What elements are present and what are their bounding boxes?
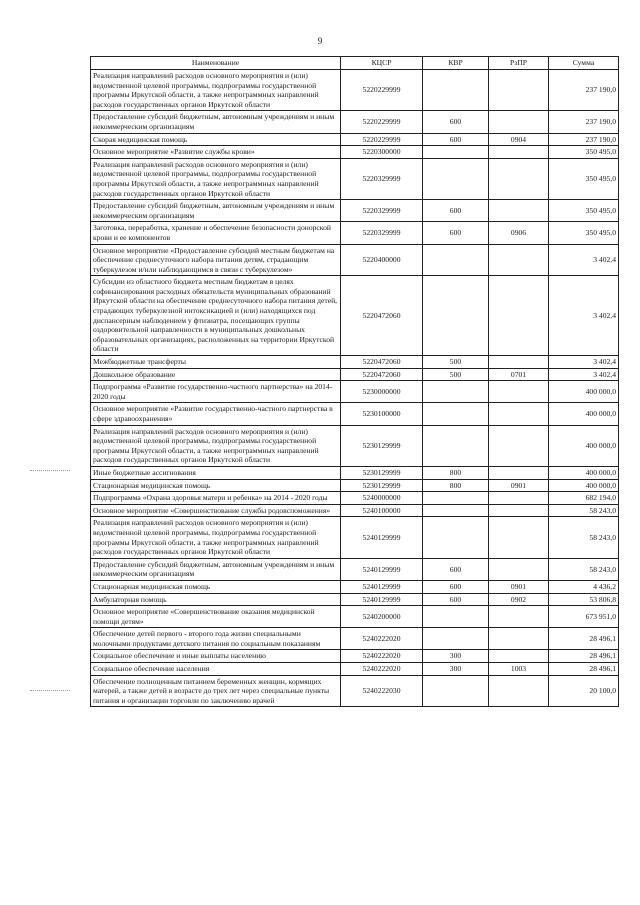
cell-rzpr [489,403,549,425]
cell-sum: 3 402,4 [549,356,619,369]
header-rzpr: РзПР [489,57,549,70]
cell-code: 5240000000 [341,492,423,505]
cell-sum: 28 496,1 [549,628,619,650]
cell-code: 5230129999 [341,466,423,479]
cell-code: 5220229999 [341,111,423,133]
cell-sum: 400 000,0 [549,479,619,492]
cell-sum: 53 806,8 [549,593,619,606]
cell-kvr: 800 [423,479,489,492]
table-row [91,466,619,479]
margin-mark [30,470,70,471]
cell-name: Заготовка, переработка, хранение и обеспечение безопасности донорской крови и ее компонентов [91,222,341,244]
cell-sum: 350 495,0 [549,146,619,159]
cell-code: 5230000000 [341,381,423,403]
cell-rzpr [489,517,549,558]
cell-kvr [423,381,489,403]
cell-name: Межбюджетные трансферты [91,356,341,369]
cell-kvr [423,628,489,650]
cell-rzpr: 0902 [489,593,549,606]
cell-rzpr [489,650,549,663]
cell-sum: 3 402,4 [549,244,619,276]
cell-rzpr: 1003 [489,663,549,676]
cell-kvr [423,244,489,276]
cell-name: Предоставление субсидий бюджетным, автономным учреждениям и иным некоммерческим организациям [91,111,341,133]
cell-name: Скорая медицинская помощь [91,133,341,146]
cell-rzpr [489,425,549,466]
page-number: 9 [317,36,323,46]
cell-name: Реализация направлений расходов основного мероприятия и (или) ведомственной целевой программы, подпрограммы государственной программы Иркутской области, а также непрограммных направлений расходов государственных органов Иркутской области [91,158,341,199]
cell-kvr: 600 [423,558,489,580]
cell-name: Основное мероприятие «Совершенствование службы родовспоможения» [91,504,341,517]
cell-rzpr: 0701 [489,368,549,381]
table-row [91,628,619,650]
table-row [91,663,619,676]
table-row [91,517,619,558]
cell-name: Подпрограмма «Развитие государственно-частного партнерства» на 2014-2020 годы [91,381,341,403]
cell-code: 5240222030 [341,675,423,707]
cell-rzpr [489,70,549,111]
cell-code: 5220400000 [341,244,423,276]
header-sum: Сумма [549,57,619,70]
cell-rzpr [489,558,549,580]
table-row [91,504,619,517]
cell-code: 5220229999 [341,133,423,146]
table-row [91,675,619,707]
table-row [91,368,619,381]
cell-name: Предоставление субсидий бюджетным, автономным учреждениям и иным некоммерческим организациям [91,200,341,222]
table-row [91,111,619,133]
cell-kvr [423,146,489,159]
cell-code: 5220329999 [341,200,423,222]
cell-kvr [423,504,489,517]
cell-kvr [423,675,489,707]
cell-rzpr: 0904 [489,133,549,146]
cell-rzpr [489,276,549,356]
cell-rzpr: 0901 [489,580,549,593]
margin-mark [30,690,70,691]
cell-code: 5220472060 [341,368,423,381]
cell-kvr: 500 [423,356,489,369]
cell-sum: 400 000,0 [549,466,619,479]
table-row [91,580,619,593]
cell-kvr [423,492,489,505]
table-row [91,593,619,606]
cell-kvr: 500 [423,368,489,381]
cell-name: Предоставление субсидий бюджетным, автономным учреждениям и иным некоммерческим организациям [91,558,341,580]
table-row [91,70,619,111]
cell-sum: 682 194,0 [549,492,619,505]
table-row [91,146,619,159]
cell-kvr [423,158,489,199]
table-row [91,158,619,199]
table-row [91,650,619,663]
cell-name: Иные бюджетные ассигнования [91,466,341,479]
cell-kvr: 600 [423,133,489,146]
cell-rzpr [489,628,549,650]
cell-rzpr [489,504,549,517]
cell-rzpr [489,158,549,199]
cell-kvr [423,403,489,425]
cell-name: Субсидии из областного бюджета местным бюджетам в целях софинансирования расходных обязательств муниципальных образований Иркутской области на обеспечение среднесуточного набора питания детей, страдающих туберкулезной интоксикацией и (или) находящихся под диспансерным наблюдением у фтизиатра, посещающих группы оздоровительной направленности в муниципальных дошкольных образовательных организациях, расположенных на территории Иркутской области [91,276,341,356]
cell-rzpr [489,492,549,505]
cell-sum: 58 243,0 [549,504,619,517]
cell-code: 5240100000 [341,504,423,517]
cell-code: 5220300000 [341,146,423,159]
cell-name: Основное мероприятие «Предоставление субсидий местным бюджетам на обеспечение среднесуточного набора питания детям, страдающим туберкулезом и/или наблюдающимся в связи с туберкулезом» [91,244,341,276]
cell-name: Подпрограмма «Охрана здоровья матери и ребенка» на 2014 - 2020 годы [91,492,341,505]
header-name: Наименование [91,57,341,70]
cell-code: 5220472060 [341,276,423,356]
cell-name: Стационарная медицинская помощь [91,479,341,492]
cell-code: 5240222020 [341,663,423,676]
table-row [91,222,619,244]
table-header-row [91,57,619,70]
cell-code: 5220329999 [341,158,423,199]
cell-sum: 400 000,0 [549,425,619,466]
table-row [91,276,619,356]
cell-kvr: 600 [423,111,489,133]
cell-sum: 350 495,0 [549,222,619,244]
cell-rzpr [489,381,549,403]
cell-kvr [423,606,489,628]
cell-code: 5220472060 [341,356,423,369]
cell-code: 5240129999 [341,593,423,606]
cell-sum: 58 243,0 [549,517,619,558]
cell-code: 5240129999 [341,558,423,580]
cell-kvr: 300 [423,663,489,676]
cell-kvr: 600 [423,200,489,222]
cell-name: Реализация направлений расходов основного мероприятия и (или) ведомственной целевой программы, подпрограммы государственной программы Иркутской области, а также непрограммных направлений расходов государственных органов Иркутской области [91,517,341,558]
cell-name: Дошкольное образование [91,368,341,381]
cell-rzpr [489,356,549,369]
table-row [91,492,619,505]
header-code: КЦСР [341,57,423,70]
cell-sum: 3 402,4 [549,276,619,356]
cell-sum: 3 402,4 [549,368,619,381]
cell-kvr [423,70,489,111]
table-row [91,479,619,492]
cell-rzpr: 0901 [489,479,549,492]
cell-sum: 28 496,1 [549,650,619,663]
cell-sum: 400 000,0 [549,403,619,425]
table-row [91,381,619,403]
budget-table [90,56,619,707]
cell-kvr: 800 [423,466,489,479]
cell-kvr: 300 [423,650,489,663]
table-row [91,425,619,466]
cell-code: 5230129999 [341,479,423,492]
cell-code: 5240200000 [341,606,423,628]
cell-rzpr: 0906 [489,222,549,244]
cell-sum: 673 951,0 [549,606,619,628]
cell-name: Реализация направлений расходов основного мероприятия и (или) ведомственной целевой программы, подпрограммы государственной программы Иркутской области, а также непрограммных направлений расходов государственных органов Иркутской области [91,70,341,111]
cell-rzpr [489,146,549,159]
cell-name: Обеспечение полноценным питанием беременных женщин, кормящих матерей, а также детей в возрасте до трех лет через специальные пункты питания и организации торговли по заключению врачей [91,675,341,707]
table-row [91,133,619,146]
header-kvr: КВР [423,57,489,70]
table-row [91,558,619,580]
table-row [91,606,619,628]
cell-kvr [423,517,489,558]
cell-sum: 350 495,0 [549,158,619,199]
cell-sum: 20 100,0 [549,675,619,707]
cell-kvr: 600 [423,593,489,606]
cell-rzpr [489,244,549,276]
cell-kvr [423,276,489,356]
cell-sum: 58 243,0 [549,558,619,580]
table-row [91,356,619,369]
cell-sum: 400 000,0 [549,381,619,403]
cell-name: Обеспечение детей первого - второго года жизни специальными молочными продуктами детского питания по социальным показаниям [91,628,341,650]
cell-code: 5240222020 [341,628,423,650]
cell-rzpr [489,466,549,479]
cell-sum: 4 436,2 [549,580,619,593]
cell-sum: 237 190,0 [549,70,619,111]
table-row [91,244,619,276]
cell-code: 5220329999 [341,222,423,244]
cell-code: 5240129999 [341,580,423,593]
cell-rzpr [489,606,549,628]
cell-code: 5230100000 [341,403,423,425]
cell-kvr [423,425,489,466]
cell-name: Основное мероприятие «Совершенствование оказания медицинской помощи детям» [91,606,341,628]
table-row [91,200,619,222]
cell-sum: 237 190,0 [549,111,619,133]
cell-sum: 350 495,0 [549,200,619,222]
cell-name: Стационарная медицинская помощь [91,580,341,593]
cell-sum: 28 496,1 [549,663,619,676]
cell-name: Амбулаторная помощь [91,593,341,606]
cell-code: 5230129999 [341,425,423,466]
cell-name: Реализация направлений расходов основного мероприятия и (или) ведомственной целевой программы, подпрограммы государственной программы Иркутской области, а также непрограммных направлений расходов государственных органов Иркутской области [91,425,341,466]
cell-code: 5220229999 [341,70,423,111]
cell-name: Основное мероприятие «Развитие государственно-частного партнерства в сфере здравоохранения» [91,403,341,425]
cell-code: 5240222020 [341,650,423,663]
cell-name: Основное мероприятие «Развитие службы крови» [91,146,341,159]
cell-kvr: 600 [423,222,489,244]
cell-rzpr [489,111,549,133]
cell-code: 5240129999 [341,517,423,558]
cell-kvr: 600 [423,580,489,593]
cell-name: Социальное обеспечение и иные выплаты населению [91,650,341,663]
cell-rzpr [489,675,549,707]
cell-rzpr [489,200,549,222]
cell-name: Социальное обеспечение населения [91,663,341,676]
table-row [91,403,619,425]
cell-sum: 237 190,0 [549,133,619,146]
